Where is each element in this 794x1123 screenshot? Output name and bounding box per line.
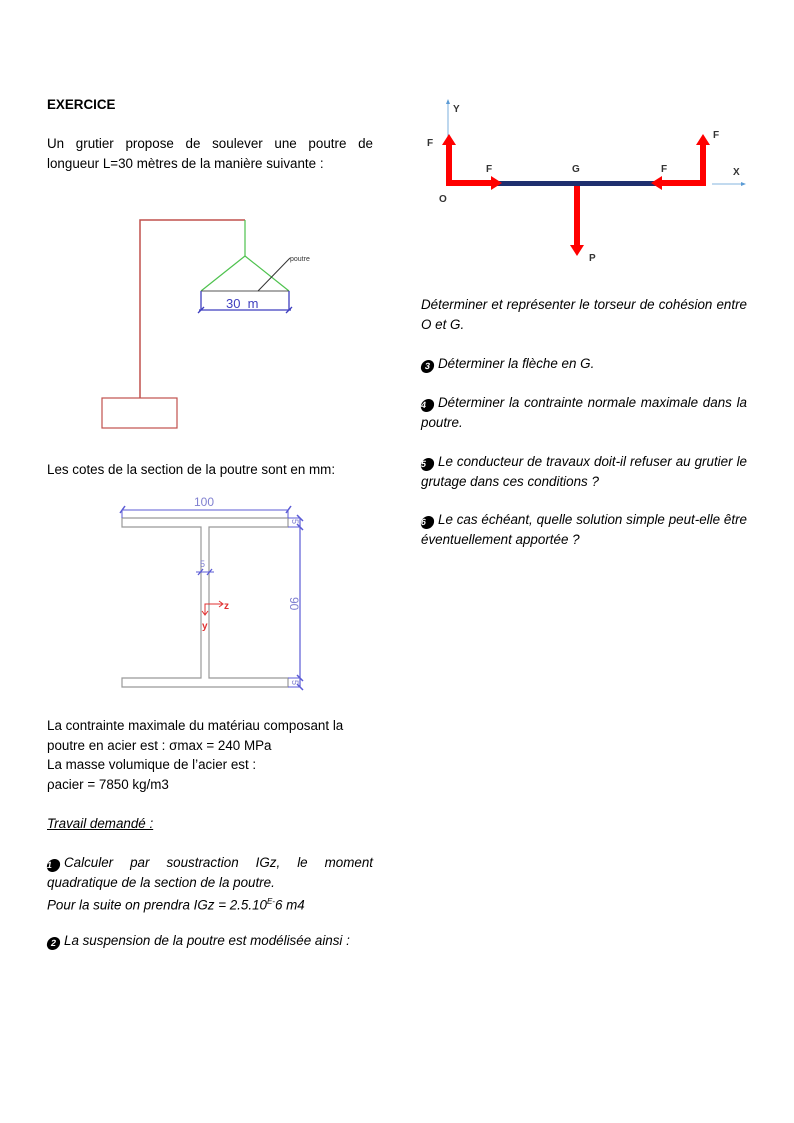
y-axis-arrow — [446, 99, 450, 104]
igz-note-suffix: 6 m4 — [274, 897, 305, 913]
force-label-right-horizontal: F — [661, 164, 668, 175]
height-dim-label: 90 — [287, 597, 301, 611]
x-axis-arrow — [741, 182, 746, 186]
flange-bottom-dim-label: 5 — [290, 680, 300, 686]
material-line-4: ρacier = 7850 kg/m3 — [47, 776, 169, 792]
igz-note-sup: E- — [266, 897, 275, 906]
question-6-text: Le cas échéant, quelle solution simple peut-elle être éventuellement apportée ? — [421, 512, 747, 547]
force-right-vertical-shaft — [700, 144, 706, 186]
force-left-vertical-head — [442, 134, 456, 145]
question-3-text: Déterminer la flèche en G. — [438, 356, 595, 371]
question-number-2: 2 — [46, 937, 61, 950]
force-left-horizontal-head — [491, 176, 502, 190]
question-1 — [47, 853, 373, 892]
x-axis-label: X — [733, 167, 740, 178]
crane-base — [102, 398, 177, 428]
sling-cables — [201, 220, 289, 291]
weight-head — [570, 245, 584, 256]
force-label-right-vertical: F — [713, 130, 720, 141]
question-5-text: Le conducteur de travaux doit-il refuser au grutier le grutage dans ces conditions ? — [421, 454, 747, 489]
web-dimension — [196, 569, 214, 575]
question-1-text: Calculer par soustraction IGz, le moment quadratique de la section de la poutre. — [47, 855, 373, 890]
beam-leader-line — [258, 258, 290, 291]
question-4 — [421, 393, 747, 432]
force-left-horizontal-shaft — [446, 180, 493, 186]
width-dim-label: 100 — [194, 495, 215, 509]
material-line-3: La masse volumique de l’acier est : — [47, 757, 257, 772]
force-right-horizontal-head — [651, 176, 662, 190]
force-right-vertical-head — [696, 134, 710, 145]
force-diagram — [415, 90, 755, 270]
torsor-paragraph: Déterminer et représenter le torseur de cohésion entre O et G. — [421, 297, 747, 332]
center-label: G — [572, 164, 580, 175]
crane-diagram — [95, 210, 345, 440]
intro-paragraph: Un grutier propose de soulever une poutre de longueur L=30 mètres de la manière suivante : — [47, 136, 373, 171]
question-number-3: 3 — [420, 360, 435, 373]
section-intro: Les cotes de la section de la poutre sont en mm: — [47, 462, 336, 477]
section-outline — [122, 518, 288, 687]
work-heading: Travail demandé : — [47, 816, 154, 831]
y-axis-label: y — [202, 621, 208, 632]
material-line-1: La contrainte maximale du matériau composant la — [47, 718, 344, 733]
question-5 — [421, 452, 747, 491]
question-6 — [421, 510, 747, 549]
length-label: 30 m — [226, 296, 259, 311]
beam-label: poutre — [290, 256, 310, 263]
z-axis-label: z — [224, 601, 229, 612]
question-2-text: La suspension de la poutre est modélisée ainsi : — [64, 933, 350, 948]
crane-structure — [102, 220, 245, 428]
origin-label: O — [439, 194, 447, 205]
question-number-1: 1 — [46, 859, 61, 872]
material-line-2: poutre en acier est : σmax = 240 MPa — [47, 737, 272, 753]
section-axes — [202, 601, 223, 615]
force-label-left-vertical: F — [427, 138, 434, 149]
igz-note-prefix: Pour la suite on prendra IGz = 2.5.10 — [47, 897, 267, 913]
question-number-4: 4 — [420, 399, 435, 412]
force-label-left-horizontal: F — [486, 164, 493, 175]
weight-label: P — [589, 253, 596, 264]
question-2 — [47, 931, 350, 951]
force-left-vertical-shaft — [446, 144, 452, 186]
question-4-text: Déterminer la contrainte normale maximale dans la poutre. — [421, 395, 747, 430]
flange-top-dim-label: 5 — [290, 519, 300, 525]
question-number-6: 6 — [420, 516, 435, 529]
exercise-title: EXERCICE — [47, 97, 116, 112]
question-3 — [421, 354, 594, 374]
weight-shaft — [574, 186, 580, 246]
force-arrows — [442, 134, 710, 256]
y-axis-label: Y — [453, 104, 460, 115]
material-properties — [47, 716, 343, 794]
section-diagram — [110, 490, 310, 700]
question-number-5: 5 — [420, 458, 435, 471]
igz-note — [47, 892, 305, 915]
force-right-horizontal-shaft — [660, 180, 706, 186]
web-dim-label: 5 — [200, 559, 206, 569]
